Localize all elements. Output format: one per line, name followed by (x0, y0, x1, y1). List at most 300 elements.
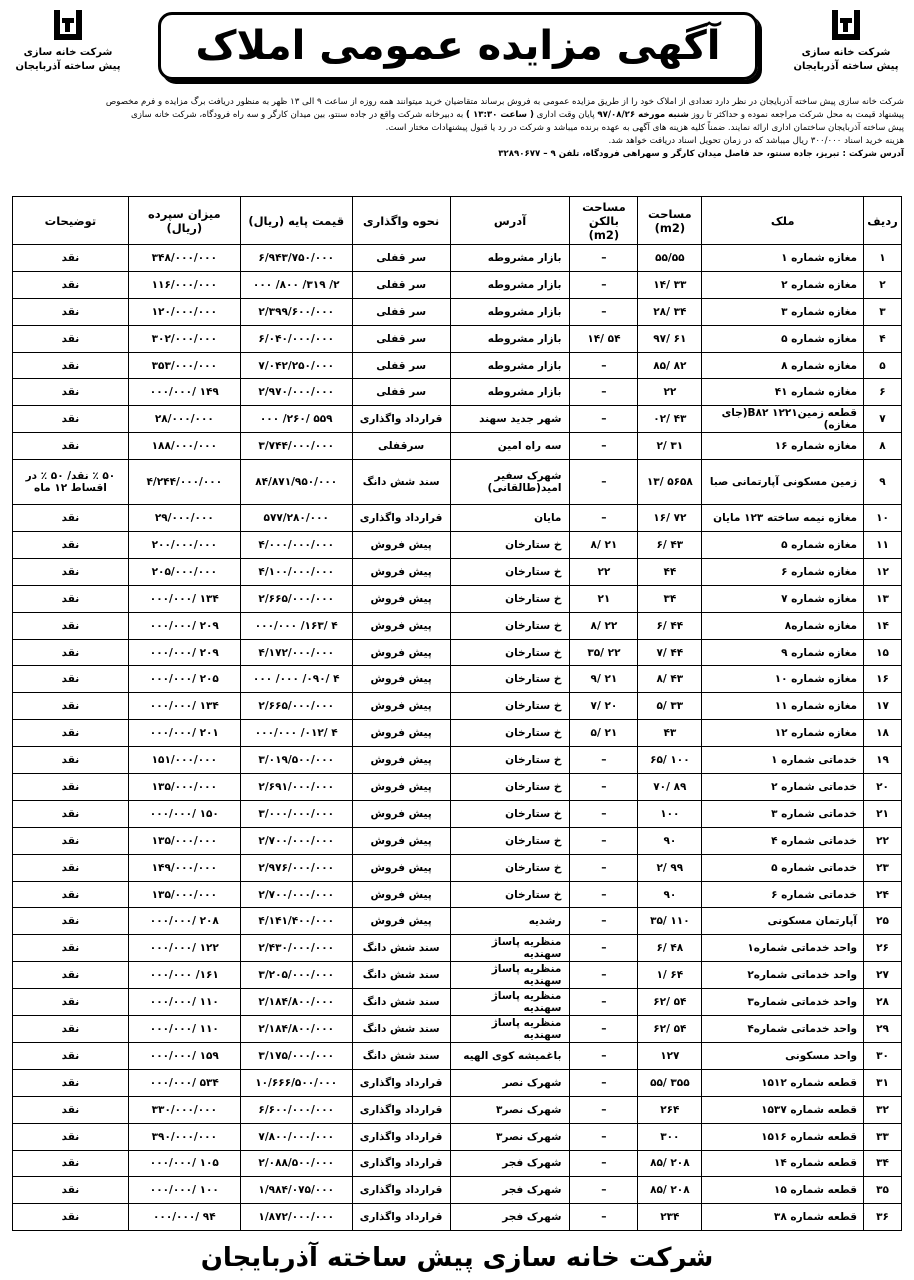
table-row (13, 433, 902, 460)
balcony-area: – (570, 1096, 638, 1123)
property-name: مغازه شماره ۴۱ (702, 379, 864, 406)
notes: نقد (13, 1204, 129, 1231)
table-row (13, 935, 902, 962)
table-header-row (13, 197, 902, 245)
notes: نقد (13, 747, 129, 774)
balcony-area: – (570, 1123, 638, 1150)
deposit-amount: ۱۲۰/۰۰۰/۰۰۰ (128, 298, 240, 325)
notes: نقد (13, 612, 129, 639)
balcony-area: – (570, 1016, 638, 1043)
property-name: واحد مسکونی (702, 1042, 864, 1069)
area: ۹۰ (638, 827, 702, 854)
area: ۶۴ /۱ (638, 962, 702, 989)
address: بازار مشروطه (450, 271, 570, 298)
column-header: مساحت بالکن (m2) (570, 197, 638, 245)
base-price: ۲/۹۷۶/۰۰۰/۰۰۰ (240, 854, 352, 881)
row-number: ۲۳ (864, 854, 902, 881)
area: ۳۵۵ /۵۵ (638, 1069, 702, 1096)
intro-line4: هزینه خرید اسناد ۳۰۰/۰۰۰ ریال میباشد که در زمان تحویل اسناد دریافت خواهد شد. (608, 136, 904, 146)
row-number: ۲۰ (864, 774, 902, 801)
row-number: ۱۶ (864, 666, 902, 693)
row-number: ۳۰ (864, 1042, 902, 1069)
title-box (158, 12, 758, 80)
address: خ ستارخان (450, 774, 570, 801)
address: شهرک نصر (450, 1069, 570, 1096)
column-header: میزان سپرده (ریال) (128, 197, 240, 245)
deposit-amount: ۳۰۲/۰۰۰/۰۰۰ (128, 325, 240, 352)
transfer-type: سند شش دانگ (352, 460, 450, 505)
transfer-type: سند شش دانگ (352, 1016, 450, 1043)
notes: نقد (13, 1042, 129, 1069)
table-row (13, 881, 902, 908)
intro-line2a: پیشنهاد قیمت به محل شرکت مراجعه نموده و حداکثر تا روز (691, 110, 904, 120)
base-price: ۳/۰۱۹/۵۰۰/۰۰۰ (240, 747, 352, 774)
row-number: ۳۵ (864, 1177, 902, 1204)
transfer-type: پیش فروش (352, 558, 450, 585)
address: سه راه امین (450, 433, 570, 460)
property-name: قطعه شماره ۱۴ (702, 1150, 864, 1177)
deposit-amount: ۱۱۶/۰۰۰/۰۰۰ (128, 271, 240, 298)
table-row (13, 352, 902, 379)
table-row (13, 747, 902, 774)
base-price: ۵۵۹ /۲۶۰/ ۰۰۰ (240, 406, 352, 433)
transfer-type: سر قفلی (352, 352, 450, 379)
property-name: خدماتی شماره ۱ (702, 747, 864, 774)
area: ۵۵/۵۵ (638, 245, 702, 272)
property-name: واحد خدماتی شماره۲ (702, 962, 864, 989)
base-price: ۲/۳۹۹/۶۰۰/۰۰۰ (240, 298, 352, 325)
row-number: ۱۲ (864, 558, 902, 585)
deposit-amount: ۳۹۰/۰۰۰/۰۰۰ (128, 1123, 240, 1150)
table-row (13, 379, 902, 406)
balcony-area: ۲۱ /۹ (570, 666, 638, 693)
address: خ ستارخان (450, 747, 570, 774)
base-price: ۲/۱۸۴/۸۰۰/۰۰۰ (240, 989, 352, 1016)
table-row (13, 505, 902, 532)
balcony-area: – (570, 908, 638, 935)
transfer-type: قرارداد واگذاری (352, 1177, 450, 1204)
deposit-amount: ۱۵۹ /۰۰۰/۰۰۰ (128, 1042, 240, 1069)
transfer-type: پیش فروش (352, 585, 450, 612)
transfer-type: قرارداد واگذاری (352, 1204, 450, 1231)
property-name: مغازه شماره ۹ (702, 639, 864, 666)
property-name: مغازه شماره ۱۲ (702, 720, 864, 747)
transfer-type: سند شش دانگ (352, 962, 450, 989)
base-price: ۲/۶۶۵/۰۰۰/۰۰۰ (240, 693, 352, 720)
base-price: ۴/۰۰۰/۰۰۰/۰۰۰ (240, 532, 352, 559)
transfer-type: پیش فروش (352, 639, 450, 666)
area: ۴۳ /۰۲ (638, 406, 702, 433)
base-price: ۲/۶۶۵/۰۰۰/۰۰۰ (240, 585, 352, 612)
transfer-type: سر قفلی (352, 325, 450, 352)
base-price: ۴ /۱۶۳/ ۰۰۰/۰۰۰ (240, 612, 352, 639)
balcony-area: – (570, 379, 638, 406)
notes: نقد (13, 1096, 129, 1123)
notes: نقد (13, 245, 129, 272)
deposit-amount: ۲۸/۰۰۰/۰۰۰ (128, 406, 240, 433)
property-name: قطعه شماره ۱۵۳۷ (702, 1096, 864, 1123)
area: ۳۳ /۱۴ (638, 271, 702, 298)
area: ۱۱۰ /۳۵ (638, 908, 702, 935)
column-header: مساحت (m2) (638, 197, 702, 245)
company-logo-right (786, 6, 906, 74)
property-name: قطعه زمین۱۲۲۱ B۸۲(جای مغازه) (702, 406, 864, 433)
row-number: ۵ (864, 352, 902, 379)
address: شهرک سفیر امید(طالقانی) (450, 460, 570, 505)
property-name: مغازه شماره ۵ (702, 532, 864, 559)
property-name: خدماتی شماره ۶ (702, 881, 864, 908)
company-logo-icon (826, 6, 866, 46)
balcony-area: – (570, 460, 638, 505)
table-row (13, 406, 902, 433)
address: بازار مشروطه (450, 325, 570, 352)
deposit-amount: ۹۴ /۰۰۰/۰۰۰ (128, 1204, 240, 1231)
property-name: خدماتی شماره ۲ (702, 774, 864, 801)
intro-line5: آدرس شرکت : تبریز، جاده سنتو، حد فاصل میدان کارگر و سهراهی فرودگاه، تلفن ۹ – ۳۲۸۹۰۶۷۷ (498, 149, 904, 159)
transfer-type: پیش فروش (352, 612, 450, 639)
notes: نقد (13, 352, 129, 379)
address: خ ستارخان (450, 585, 570, 612)
area: ۳۴ (638, 585, 702, 612)
company-logo-icon (48, 6, 88, 46)
area: ۹۹ /۲ (638, 854, 702, 881)
base-price: ۶/۰۴۰/۰۰۰/۰۰۰ (240, 325, 352, 352)
deposit-amount: ۱۴۹ /۰۰۰/۰۰۰ (128, 379, 240, 406)
base-price: ۲/۱۸۴/۸۰۰/۰۰۰ (240, 1016, 352, 1043)
balcony-area: – (570, 271, 638, 298)
intro-text (10, 96, 904, 161)
notes: نقد (13, 325, 129, 352)
row-number: ۳۶ (864, 1204, 902, 1231)
property-name: قطعه شماره ۱۵ (702, 1177, 864, 1204)
transfer-type: پیش فروش (352, 881, 450, 908)
base-price: ۱/۸۷۲/۰۰۰/۰۰۰ (240, 1204, 352, 1231)
row-number: ۲۵ (864, 908, 902, 935)
deposit-amount: ۱۳۵/۰۰۰/۰۰۰ (128, 827, 240, 854)
column-header: نحوه واگذاری (352, 197, 450, 245)
row-number: ۱۸ (864, 720, 902, 747)
address: شهرک نصر۳ (450, 1096, 570, 1123)
notes: نقد (13, 935, 129, 962)
table-row (13, 854, 902, 881)
company-logo-left (8, 6, 128, 74)
row-number: ۸ (864, 433, 902, 460)
table-row (13, 1204, 902, 1231)
area: ۴۳ (638, 720, 702, 747)
table-row (13, 612, 902, 639)
property-name: زمین مسکونی آپارتمانی صبا (702, 460, 864, 505)
balcony-area: – (570, 800, 638, 827)
deposit-amount: ۲۰۵/۰۰۰/۰۰۰ (128, 558, 240, 585)
area: ۵۴ /۶۲ (638, 989, 702, 1016)
transfer-type: پیش فروش (352, 747, 450, 774)
transfer-type: قرارداد واگذاری (352, 1069, 450, 1096)
notes: نقد (13, 1177, 129, 1204)
address: منظریه پاساژ سهندیه (450, 989, 570, 1016)
row-number: ۱۵ (864, 639, 902, 666)
column-header: توضیحات (13, 197, 129, 245)
property-name: واحد خدماتی شماره۱ (702, 935, 864, 962)
transfer-type: قرارداد واگذاری (352, 406, 450, 433)
notes: نقد (13, 827, 129, 854)
address: شهرک فجر (450, 1204, 570, 1231)
table-row (13, 1016, 902, 1043)
base-price: ۵۷۷/۲۸۰/۰۰۰ (240, 505, 352, 532)
row-number: ۱۰ (864, 505, 902, 532)
row-number: ۶ (864, 379, 902, 406)
deposit-amount: ۱۴۹/۰۰۰/۰۰۰ (128, 854, 240, 881)
base-price: ۲/ ۳۱۹/ ۸۰۰/ ۰۰۰ (240, 271, 352, 298)
table-row (13, 1177, 902, 1204)
notes: نقد (13, 1150, 129, 1177)
base-price: ۳/۱۷۵/۰۰۰/۰۰۰ (240, 1042, 352, 1069)
property-name: خدماتی شماره ۵ (702, 854, 864, 881)
transfer-type: قرارداد واگذاری (352, 1150, 450, 1177)
logo-text-line2: پیش ساخته آذربایجان (793, 61, 899, 72)
base-price: ۱/۹۸۴/۰۷۵/۰۰۰ (240, 1177, 352, 1204)
balcony-area: – (570, 827, 638, 854)
notes: نقد (13, 800, 129, 827)
balcony-area: – (570, 854, 638, 881)
property-name: مغازه شماره ۱ (702, 245, 864, 272)
address: خ ستارخان (450, 612, 570, 639)
notes: نقد (13, 298, 129, 325)
balcony-area: – (570, 989, 638, 1016)
row-number: ۳۱ (864, 1069, 902, 1096)
balcony-area: ۲۱ /۵ (570, 720, 638, 747)
notes: نقد (13, 693, 129, 720)
table-body (13, 245, 902, 1231)
table-row (13, 1123, 902, 1150)
notes: نقد (13, 406, 129, 433)
table-row (13, 720, 902, 747)
deposit-amount: ۵۳۴ /۰۰۰/۰۰۰ (128, 1069, 240, 1096)
balcony-area: – (570, 505, 638, 532)
area: ۳۰۰ (638, 1123, 702, 1150)
property-name: آپارتمان مسکونی (702, 908, 864, 935)
intro-deadline-date: شنبه مورخه ۹۷/۰۸/۲۶ (597, 110, 689, 120)
auction-table (12, 196, 902, 1231)
property-name: مغازه شماره ۷ (702, 585, 864, 612)
property-name: واحد خدماتی شماره۳ (702, 989, 864, 1016)
row-number: ۳۳ (864, 1123, 902, 1150)
row-number: ۳۲ (864, 1096, 902, 1123)
transfer-type: سرقفلی (352, 433, 450, 460)
balcony-area: – (570, 433, 638, 460)
logo-text-line1: شرکت خانه سازی (23, 47, 113, 58)
notes: نقد (13, 585, 129, 612)
intro-line3: پیش ساخته آذربایجان ساختمان اداری ارائه نمایند. ضمناً کلیه هزینه های آگهی به عهده برنده میباشد و شرکت در رد یا قبول پیشنهادات مختار است. (385, 123, 904, 133)
row-number: ۱ (864, 245, 902, 272)
address: خ ستارخان (450, 532, 570, 559)
row-number: ۱۳ (864, 585, 902, 612)
balcony-area: – (570, 747, 638, 774)
transfer-type: قرارداد واگذاری (352, 505, 450, 532)
area: ۲۶۴ (638, 1096, 702, 1123)
area: ۱۰۰ (638, 800, 702, 827)
base-price: ۶/۹۴۳/۷۵۰/۰۰۰ (240, 245, 352, 272)
area: ۴۴ /۶ (638, 612, 702, 639)
area: ۱۲۷ (638, 1042, 702, 1069)
address: خ ستارخان (450, 827, 570, 854)
base-price: ۴/۱۰۰/۰۰۰/۰۰۰ (240, 558, 352, 585)
area: ۵۴ /۶۲ (638, 1016, 702, 1043)
property-name: قطعه شماره ۱۵۱۶ (702, 1123, 864, 1150)
area: ۹۰ (638, 881, 702, 908)
base-price: ۲/۹۷۰/۰۰۰/۰۰۰ (240, 379, 352, 406)
base-price: ۴/۱۷۲/۰۰۰/۰۰۰ (240, 639, 352, 666)
notes: نقد (13, 989, 129, 1016)
base-price: ۲/۷۰۰/۰۰۰/۰۰۰ (240, 827, 352, 854)
table-row (13, 1150, 902, 1177)
intro-line2c: پایان وقت اداری (536, 110, 595, 120)
address: خ ستارخان (450, 639, 570, 666)
balcony-area: – (570, 962, 638, 989)
deposit-amount: ۱۳۴ /۰۰۰/۰۰۰ (128, 585, 240, 612)
base-price: ۷/۰۴۲/۲۵۰/۰۰۰ (240, 352, 352, 379)
balcony-area: – (570, 1204, 638, 1231)
table-row (13, 666, 902, 693)
deposit-amount: ۲۹/۰۰۰/۰۰۰ (128, 505, 240, 532)
row-number: ۱۱ (864, 532, 902, 559)
area: ۸۲ /۸۵ (638, 352, 702, 379)
row-number: ۱۴ (864, 612, 902, 639)
address: خ ستارخان (450, 558, 570, 585)
transfer-type: قرارداد واگذاری (352, 1123, 450, 1150)
transfer-type: پیش فروش (352, 774, 450, 801)
balcony-area: ۵۴ /۱۴ (570, 325, 638, 352)
property-name: مغازه شماره ۶ (702, 558, 864, 585)
address: خ ستارخان (450, 720, 570, 747)
table-row (13, 1096, 902, 1123)
deposit-amount: ۳۵۳/۰۰۰/۰۰۰ (128, 352, 240, 379)
notes: نقد (13, 1069, 129, 1096)
notes: نقد (13, 505, 129, 532)
table-row (13, 585, 902, 612)
area: ۸۹ /۷۰ (638, 774, 702, 801)
transfer-type: پیش فروش (352, 908, 450, 935)
deposit-amount: ۱۲۲ /۰۰۰/۰۰۰ (128, 935, 240, 962)
balcony-area: ۲۲ /۸ (570, 612, 638, 639)
address: خ ستارخان (450, 666, 570, 693)
address: خ ستارخان (450, 693, 570, 720)
property-name: مغازه شماره ۲ (702, 271, 864, 298)
deposit-amount: ۲۰۰/۰۰۰/۰۰۰ (128, 532, 240, 559)
table-row (13, 245, 902, 272)
row-number: ۴ (864, 325, 902, 352)
intro-line2e: به دبیرخانه شرکت واقع در جاده سنتو، بین میدان کارگر و سه راه فرودگاه، شرکت خانه سازی (131, 110, 464, 120)
deposit-amount: ۱۱۰ /۰۰۰/۰۰۰ (128, 989, 240, 1016)
transfer-type: سند شش دانگ (352, 935, 450, 962)
base-price: ۲/۴۳۰/۰۰۰/۰۰۰ (240, 935, 352, 962)
address: بازار مشروطه (450, 379, 570, 406)
row-number: ۲۹ (864, 1016, 902, 1043)
transfer-type: پیش فروش (352, 800, 450, 827)
notes: نقد (13, 433, 129, 460)
row-number: ۷ (864, 406, 902, 433)
page-title: آگهی مزایده عمومی املاک (195, 23, 721, 69)
notes: نقد (13, 720, 129, 747)
balcony-area: – (570, 935, 638, 962)
address: بازار مشروطه (450, 352, 570, 379)
address: شهرک نصر۳ (450, 1123, 570, 1150)
notes: نقد (13, 908, 129, 935)
address: رشدیه (450, 908, 570, 935)
table-row (13, 1069, 902, 1096)
deposit-amount: ۳۳۰/۰۰۰/۰۰۰ (128, 1096, 240, 1123)
property-name: مغازه شماره۸ (702, 612, 864, 639)
table-row (13, 989, 902, 1016)
property-name: واحد خدماتی شماره۴ (702, 1016, 864, 1043)
notes: نقد (13, 639, 129, 666)
area: ۴۳ /۸ (638, 666, 702, 693)
deposit-amount: ۱۰۵ /۰۰۰/۰۰۰ (128, 1150, 240, 1177)
area: ۵۶۵۸ /۱۳ (638, 460, 702, 505)
notes: نقد (13, 881, 129, 908)
row-number: ۲۸ (864, 989, 902, 1016)
deposit-amount: ۲۰۵ /۰۰۰/۰۰۰ (128, 666, 240, 693)
property-name: مغازه شماره ۱۶ (702, 433, 864, 460)
base-price: ۶/۶۰۰/۰۰۰/۰۰۰ (240, 1096, 352, 1123)
base-price: ۴ /۰۹۰/ ۰۰۰/ ۰۰۰ (240, 666, 352, 693)
balcony-area: ۲۱ (570, 585, 638, 612)
address: خ ستارخان (450, 854, 570, 881)
row-number: ۲۲ (864, 827, 902, 854)
base-price: ۲/۶۹۱/۰۰۰/۰۰۰ (240, 774, 352, 801)
row-number: ۹ (864, 460, 902, 505)
row-number: ۲۴ (864, 881, 902, 908)
deposit-amount: ۳۴۸/۰۰۰/۰۰۰ (128, 245, 240, 272)
balcony-area: – (570, 1177, 638, 1204)
deposit-amount: ۱۸۸/۰۰۰/۰۰۰ (128, 433, 240, 460)
area: ۲۰۸ /۸۵ (638, 1177, 702, 1204)
balcony-area: – (570, 881, 638, 908)
notes: نقد (13, 1016, 129, 1043)
balcony-area: – (570, 245, 638, 272)
area: ۱۰۰ /۶۵ (638, 747, 702, 774)
balcony-area: – (570, 406, 638, 433)
address: مایان (450, 505, 570, 532)
deposit-amount: ۱۳۴ /۰۰۰/۰۰۰ (128, 693, 240, 720)
notes: نقد (13, 854, 129, 881)
property-name: خدماتی شماره ۳ (702, 800, 864, 827)
deposit-amount: ۱۶۱/ ۰۰۰/۰۰۰ (128, 962, 240, 989)
property-name: قطعه شماره ۱۵۱۲ (702, 1069, 864, 1096)
row-number: ۲۶ (864, 935, 902, 962)
notes: نقد (13, 379, 129, 406)
deposit-amount: ۱۳۵/۰۰۰/۰۰۰ (128, 774, 240, 801)
balcony-area: – (570, 774, 638, 801)
property-name: قطعه شماره ۳۸ (702, 1204, 864, 1231)
notes: ۵۰ ٪ نقد/ ۵۰ ٪ در اقساط ۱۲ ماه (13, 460, 129, 505)
transfer-type: پیش فروش (352, 720, 450, 747)
address: شهرک فجر (450, 1150, 570, 1177)
column-header: قیمت پایه (ریال) (240, 197, 352, 245)
row-number: ۲۱ (864, 800, 902, 827)
area: ۶۱ /۹۷ (638, 325, 702, 352)
base-price: ۳/۷۴۴/۰۰۰/۰۰۰ (240, 433, 352, 460)
deposit-amount: ۴/۲۴۴/۰۰۰/۰۰۰ (128, 460, 240, 505)
balcony-area: – (570, 1069, 638, 1096)
logo-text-line1: شرکت خانه سازی (801, 47, 891, 58)
notes: نقد (13, 558, 129, 585)
deposit-amount: ۱۱۰ /۰۰۰/۰۰۰ (128, 1016, 240, 1043)
balcony-area: – (570, 298, 638, 325)
row-number: ۲۷ (864, 962, 902, 989)
balcony-area: ۲۲ /۳۵ (570, 639, 638, 666)
address: شهرک فجر (450, 1177, 570, 1204)
area: ۳۳ /۵ (638, 693, 702, 720)
